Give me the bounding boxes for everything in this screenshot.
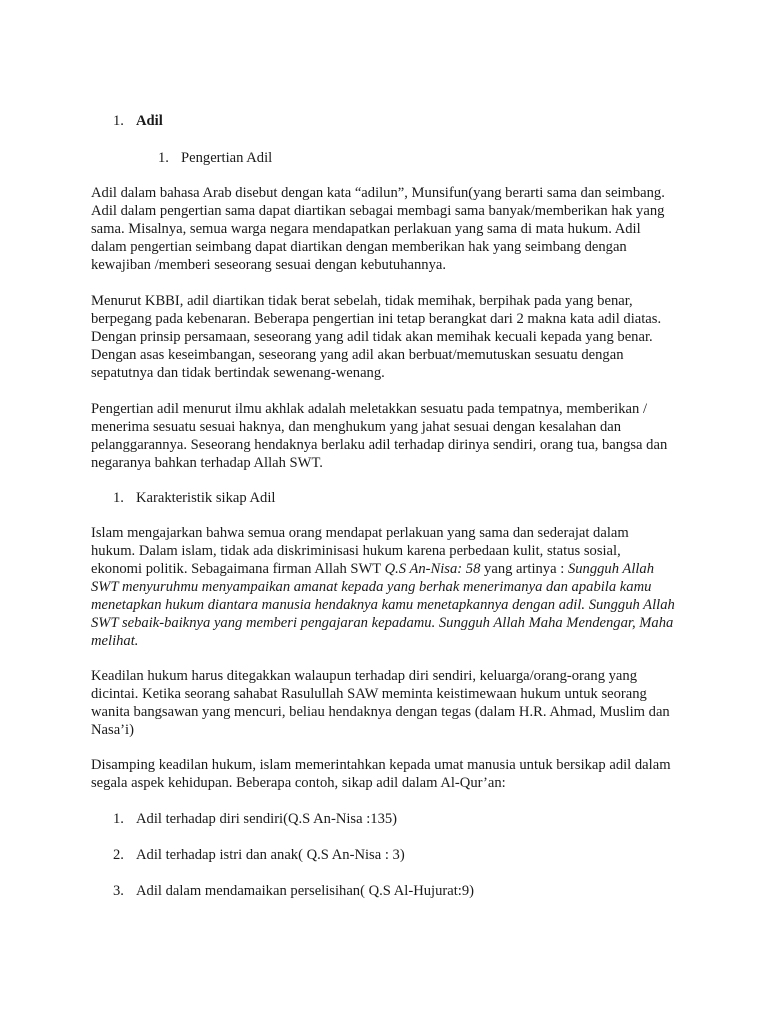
subheading-pengertian [158,149,272,167]
subheading-number: 1. [158,150,169,166]
subheading-karakteristik [113,489,275,507]
subheading-text: Pengertian Adil [181,150,273,166]
quran-quote: Sungguh Allah SWT menyuruhmu menyampaikan amanat kepada yang berhak menerimanya dan apabila kamu menetapkan hukum diantara manusia hendaknya kamu menetapkannya dengan adil. Sungguh Allah SWT sebaik-baiknya yang memberi pengajaran kepadamu. Sungguh Allah Maha Mendengar, Maha melihat. [91,561,675,649]
section-heading [113,112,163,130]
list-item [113,810,397,828]
paragraph-islam-start: Islam mengajarkan bahwa semua orang mendapat perlakuan yang sama dan sederajat dalam hukum. Dalam islam, tidak ada diskriminisasi hukum karena perbedaan kulit, status sosial, ekonomi politik. Sebagaimana firman Allah SWT [91,525,629,577]
paragraph-definition: Adil dalam bahasa Arab disebut dengan kata “adilun”, Munsifun(yang berarti sama dan seimbang. Adil dalam pengertian sama dapat diartikan sebagai membagi sama banyak/memberikan hak yang sama. Misalnya, semua warga negara mendapatkan perlakuan yang sama di mata hukum. Adil dalam pengertian seimbang dapat diartikan dengan memberikan hak yang seimbang dengan kewajiban /memberi seseorang sesuai dengan kebutuhannya. [91,185,665,273]
paragraph-aspek-kehidupan: Disamping keadilan hukum, islam memerintahkan kepada umat manusia untuk bersikap adil dalam segala aspek kehidupan. Beberapa contoh, sikap adil dalam Al-Qur’an: [91,757,671,791]
subheading-number: 1. [113,490,124,506]
list-number: 2. [113,847,124,863]
quran-reference: Q.S An-Nisa: 58 [384,561,481,577]
paragraph-islam-mid: yang artinya : [480,561,568,577]
list-text: Adil terhadap diri sendiri(Q.S An-Nisa :135) [136,811,398,827]
paragraph-kbbi: Menurut KBBI, adil diartikan tidak berat sebelah, tidak memihak, berpihak pada yang benar, berpegang pada kebenaran. Beberapa pengertian ini tetap berangkat dari 2 makna kata adil diatas. Dengan prinsip persamaan, seseorang yang adil tidak akan memihak kecuali kepada yang benar. Dengan asas keseimbangan, seseorang yang adil akan berbuat/memutuskan sesuatu dengan sepatutnya dan tidak bertindak sewenang-wenang. [91,293,662,381]
heading-number: 1. [113,113,124,129]
list-text: Adil terhadap istri dan anak( Q.S An-Nisa : 3) [136,847,405,863]
heading-title: Adil [136,113,163,129]
list-number: 1. [113,811,124,827]
paragraph-keadilan-hukum: Keadilan hukum harus ditegakkan walaupun terhadap diri sendiri, keluarga/orang-orang yang dicintai. Ketika seorang sahabat Rasulullah SAW meminta keistimewaan hukum untuk seorang wanita bangsawan yang mencuri, beliau hendaknya dengan tegas (dalam H.R. Ahmad, Muslim dan Nasa’i) [91,668,670,738]
list-text: Adil dalam mendamaikan perselisihan( Q.S Al-Hujurat:9) [136,883,475,899]
list-item [113,846,405,864]
list-item [113,882,474,900]
subheading-text: Karakteristik sikap Adil [136,490,276,506]
paragraph-akhlak: Pengertian adil menurut ilmu akhlak adalah meletakkan sesuatu pada tempatnya, memberikan / menerima sesuatu sesuai haknya, dan menghukum yang jahat sesuai dengan kesalahan dan pelanggarannya. Seseorang hendaknya berlaku adil terhadap dirinya sendiri, orang tua, bangsa dan negaranya bahkan terhadap Allah SWT. [91,401,668,471]
list-number: 3. [113,883,124,899]
paragraph-islam [91,524,675,650]
